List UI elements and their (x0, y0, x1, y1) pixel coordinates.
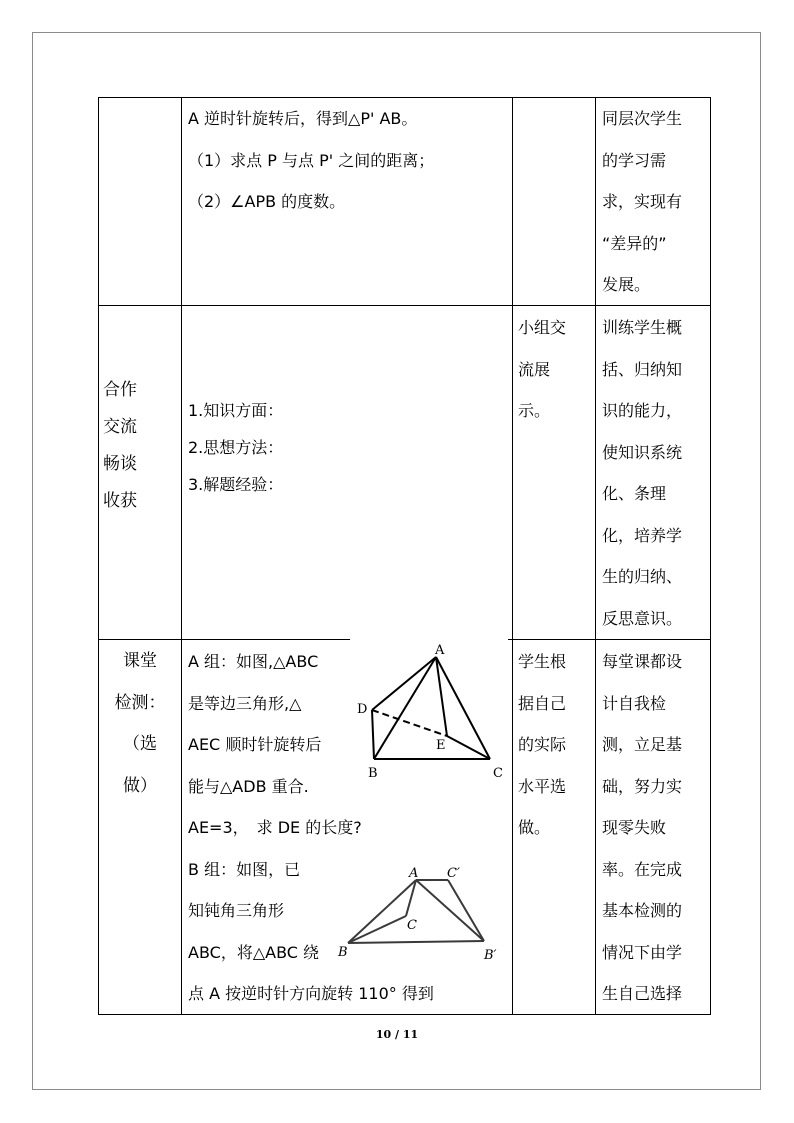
row2-note-8: 反思意识。 (602, 608, 683, 628)
page-number: 10 / 11 (375, 1028, 419, 1041)
row3-note-7: 基本检测的 (602, 901, 683, 920)
row3-activity-1: 学生根 (518, 652, 567, 671)
fig1-label-a: A (435, 643, 445, 658)
row3-label-3: （选 (123, 734, 157, 754)
row1-content (188, 98, 508, 223)
row2-label-2: 交流 (103, 417, 137, 437)
row3-activity-3: 的实际 (518, 735, 567, 754)
row1-note-3: 求，实现有 (602, 192, 683, 211)
row3-line-9: 点 A 按逆时针方向旋转 110° 得到 (188, 984, 434, 1003)
row3-note-2: 计自我检 (602, 693, 667, 713)
row1-note-5: 发展。 (602, 275, 651, 294)
row1-note-2: 的学习需 (602, 150, 667, 170)
fig2-label-a: A (409, 866, 419, 881)
row3-label (103, 641, 177, 807)
row2-note-5: 化、条理 (602, 484, 667, 503)
row2-content (188, 392, 508, 503)
row3-line-6: B 组：如图，已 (188, 859, 301, 879)
row3-activity-4: 水平选 (518, 776, 567, 796)
row3-activity-2: 据自己 (518, 693, 567, 713)
row2-notes (602, 307, 706, 639)
fig2-label-b2: B′ (484, 948, 497, 963)
row2-label-1: 合作 (103, 380, 137, 400)
row3-line-8: ABC，将△ABC 绕 (188, 942, 320, 962)
row2-note-7: 生的归纳、 (602, 567, 683, 586)
row3-line-1: A 组：如图,△ABC (188, 652, 319, 671)
row3-line-3: AEC 顺时针旋转后 (188, 735, 322, 754)
row3-note-8: 情况下由学 (602, 942, 683, 962)
row2-activity-1: 小组交 (518, 318, 567, 337)
row2-activity (518, 307, 590, 432)
fig2-label-c: C (407, 918, 417, 933)
fig1-label-c: C (493, 766, 503, 781)
row3-note-1: 每堂课都设 (602, 652, 683, 671)
row3-activity-5: 做。 (518, 818, 551, 837)
row2-label-3: 畅谈 (103, 454, 137, 474)
row3-line-5: AE=3， 求 DE 的长度? (188, 818, 362, 837)
row3-note-4: 础，努力实 (602, 776, 683, 796)
row2-label (103, 372, 177, 520)
row2-line-3: 3.解题经验： (188, 475, 284, 494)
row1-notes (602, 98, 706, 306)
row3-notes (602, 641, 706, 1015)
row3-line-2: 是等边三角形,△ (188, 693, 302, 713)
row2-note-1: 训练学生概 (602, 318, 683, 337)
row2-activity-2: 流展 (518, 359, 551, 379)
row1-line-3: （2）∠APB 的度数。 (188, 192, 346, 211)
row3-note-3: 测，立足基 (602, 735, 683, 754)
row3-note-9: 生自己选择 (602, 984, 683, 1003)
row2-note-3: 识的能力， (602, 401, 683, 420)
row2-note-4: 使知识系统 (602, 442, 683, 462)
fig2-label-c2: C′ (447, 866, 460, 881)
fig1-label-d: D (357, 702, 368, 717)
row3-activity (518, 641, 590, 849)
row3-label-2: 检测： (114, 692, 166, 713)
triangle-figure-1 (352, 640, 512, 782)
triangle-figure-2 (336, 860, 506, 965)
row1-note-4: “差异的” (602, 233, 667, 253)
row1-note-1: 同层次学生 (602, 109, 683, 128)
row3-line-7: 知钝角三角形 (188, 901, 285, 920)
row3-note-6: 率。在完成 (602, 859, 683, 879)
row3-line-4: 能与△ADB 重合. (188, 776, 309, 796)
fig2-label-b: B (338, 945, 348, 960)
row3-label-4: 做） (123, 775, 157, 796)
row3-note-5: 现零失败 (602, 818, 667, 837)
row2-label-4: 收获 (103, 491, 137, 511)
fig1-label-b: B (368, 766, 378, 781)
row1-line-2: （1）求点 P 与点 P' 之间的距离； (188, 150, 435, 170)
row3-label-1: 课堂 (123, 651, 157, 671)
row2-note-6: 化，培养学 (602, 525, 683, 545)
row2-activity-3: 示。 (518, 401, 551, 420)
fig1-label-e: E (436, 738, 446, 753)
row2-line-2: 2.思想方法： (188, 438, 284, 457)
row2-line-1: 1.知识方面： (188, 401, 284, 420)
row1-line-1: A 逆时针旋转后，得到△P' AB。 (188, 109, 418, 128)
row2-note-2: 括、归纳知 (602, 359, 683, 379)
